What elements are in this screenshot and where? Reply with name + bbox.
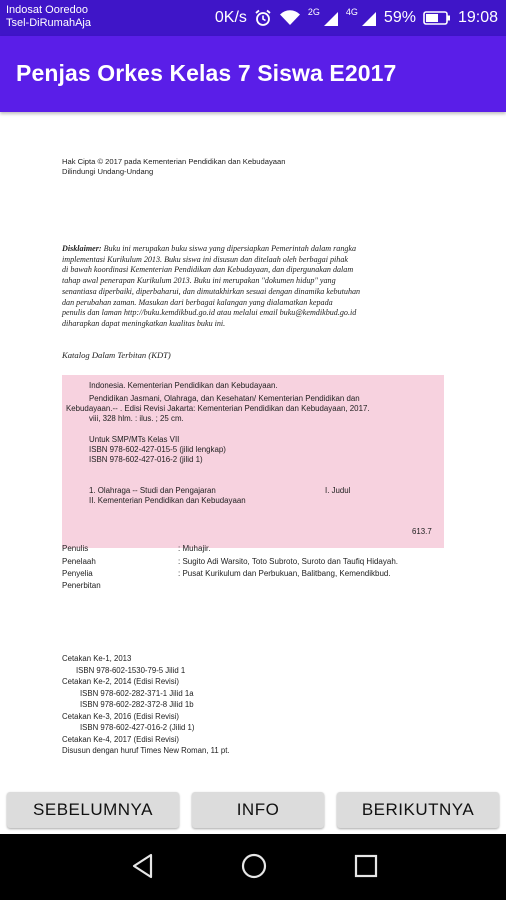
page-navigation-bar xyxy=(0,782,506,834)
printing-line: Cetakan Ke-4, 2017 (Edisi Revisi) xyxy=(62,734,180,744)
status-bar xyxy=(0,0,506,36)
printing-isbn: ISBN 978-602-427-016-2 (Jilid 1) xyxy=(80,723,195,732)
kdt-line: viii, 328 hlm. : ilus. ; 25 cm. xyxy=(89,414,184,423)
disclaimer-line: implementasi Kurikulum 2013. Buku siswa ini disusun dan ditelaah oleh berbagai pihak xyxy=(62,254,348,264)
clock: 19:08 xyxy=(457,9,498,26)
kdt-subject: 1. Olahraga -- Studi dan Pengajaran xyxy=(89,486,216,495)
credit-label: Penelaah xyxy=(62,556,96,566)
kdt-classification: 613.7 xyxy=(412,527,432,536)
disclaimer-line: dan perubahan zaman. Masukan dari berbagai kalangan yang dialamatkan kepada xyxy=(62,297,333,307)
kdt-isbn: ISBN 978-602-427-015-5 (jilid lengkap) xyxy=(89,445,226,454)
kdt-line: Kebudayaan.-- . Edisi Revisi Jakarta: Kementerian Pendidikan dan Kebudayaan, 2017. xyxy=(66,404,370,413)
credit-label: Penyelia Penerbitan xyxy=(62,569,101,590)
disclaimer-line: diharapkan dapat meningkatkan kualitas buku ini. xyxy=(62,318,226,328)
copyright-line: Hak Cipta © 2017 pada Kementerian Pendidikan dan Kebudayaan xyxy=(62,157,286,166)
disclaimer-label: Disklaimer: xyxy=(62,244,102,253)
disclaimer-text xyxy=(62,244,442,330)
signal-icon-1 xyxy=(323,9,339,27)
printing-isbn: ISBN 978-602-1530-79-5 Jilid 1 xyxy=(76,665,186,675)
kdt-title: Katalog Dalam Terbitan (KDT) xyxy=(62,350,171,360)
kdt-subject: II. Kementerian Pendidikan dan Kebudayaan xyxy=(89,496,246,505)
status-icons xyxy=(215,0,498,36)
kdt-catalog-box xyxy=(62,375,444,548)
app-title: Penjas Orkes Kelas 7 Siswa E2017 xyxy=(16,60,397,86)
disclaimer-line: Buku ini merupakan buku siswa yang dipersiapkan Pemerintah dalam rangka xyxy=(103,244,357,253)
carrier-info xyxy=(6,4,91,30)
network-speed: 0K/s xyxy=(214,9,247,26)
system-nav-bar xyxy=(0,834,506,900)
disclaimer-line: senantiasa diperbaiki, diperbaharui, dan dimutakhirkan sesuai dengan dinamika kebutuhan xyxy=(62,286,361,296)
kdt-line: Pendidikan Jasmani, Olahraga, dan Kesehatan/ Kementerian Pendidikan dan xyxy=(89,394,360,403)
credit-label: Penulis xyxy=(62,544,89,553)
home-icon[interactable] xyxy=(240,852,268,885)
printing-font-note: Disusun dengan huruf Times New Roman, 11 pt. xyxy=(62,746,230,755)
app-bar xyxy=(0,36,506,112)
info-button[interactable]: INFO xyxy=(192,792,324,828)
credit-value: : Muhajir. xyxy=(178,544,211,553)
previous-button[interactable]: SEBELUMNYA xyxy=(7,792,179,828)
kdt-subject-title: I. Judul xyxy=(325,486,351,495)
credit-value: : Pusat Kurikulum dan Perbukuan, Balitbang, Kemendikbud. xyxy=(178,569,391,578)
printing-isbn: ISBN 978-602-282-371-1 Jilid 1a xyxy=(80,688,194,698)
printing-history xyxy=(62,653,230,757)
carrier-line-2: Tsel-DiRumahAja xyxy=(6,17,91,29)
battery-icon xyxy=(423,10,451,26)
next-button[interactable]: BERIKUTNYA xyxy=(337,792,499,828)
printing-line: Cetakan Ke-2, 2014 (Edisi Revisi) xyxy=(62,677,180,686)
disclaimer-line: penulis dan laman http://buku.kemdikbud.go.id atau melalui email buku@kemdikbud.go.id xyxy=(62,308,357,318)
kdt-line: Indonesia. Kementerian Pendidikan dan Kebudayaan. xyxy=(89,381,278,390)
kdt-isbn: ISBN 978-602-427-016-2 (jilid 1) xyxy=(89,455,203,464)
disclaimer-line: di bawah koordinasi Kementerian Pendidikan dan Kebudayaan, dan dipergunakan dalam xyxy=(62,265,354,275)
credit-value: : Sugito Adi Warsito, Toto Subroto, Suroto dan Taufiq Hidayah. xyxy=(178,556,398,566)
printing-line: Cetakan Ke-3, 2016 (Edisi Revisi) xyxy=(62,711,180,721)
printing-isbn: ISBN 978-602-282-372-8 Jilid 1b xyxy=(80,700,194,709)
battery-percent: 59% xyxy=(383,9,416,26)
signal-icon-2 xyxy=(361,9,377,27)
carrier-line-1: Indosat Ooredoo xyxy=(6,4,88,16)
network-gen-1: 2G xyxy=(307,7,320,17)
kdt-line: Untuk SMP/MTs Kelas VII xyxy=(89,435,180,444)
disclaimer-line: tahap awal penerapan Kurikulum 2013. Buku ini merupakan "dokumen hidup" yang xyxy=(62,276,336,286)
copyright-notice xyxy=(62,157,285,177)
network-gen-2: 4G xyxy=(345,7,358,17)
wifi-icon xyxy=(279,9,301,27)
recents-icon[interactable] xyxy=(353,852,379,885)
alarm-icon xyxy=(254,9,272,27)
back-icon[interactable] xyxy=(130,852,156,885)
copyright-protection: Dilindungi Undang-Undang xyxy=(62,167,154,176)
document-page[interactable] xyxy=(62,112,452,782)
printing-line: Cetakan Ke-1, 2013 xyxy=(62,654,132,663)
